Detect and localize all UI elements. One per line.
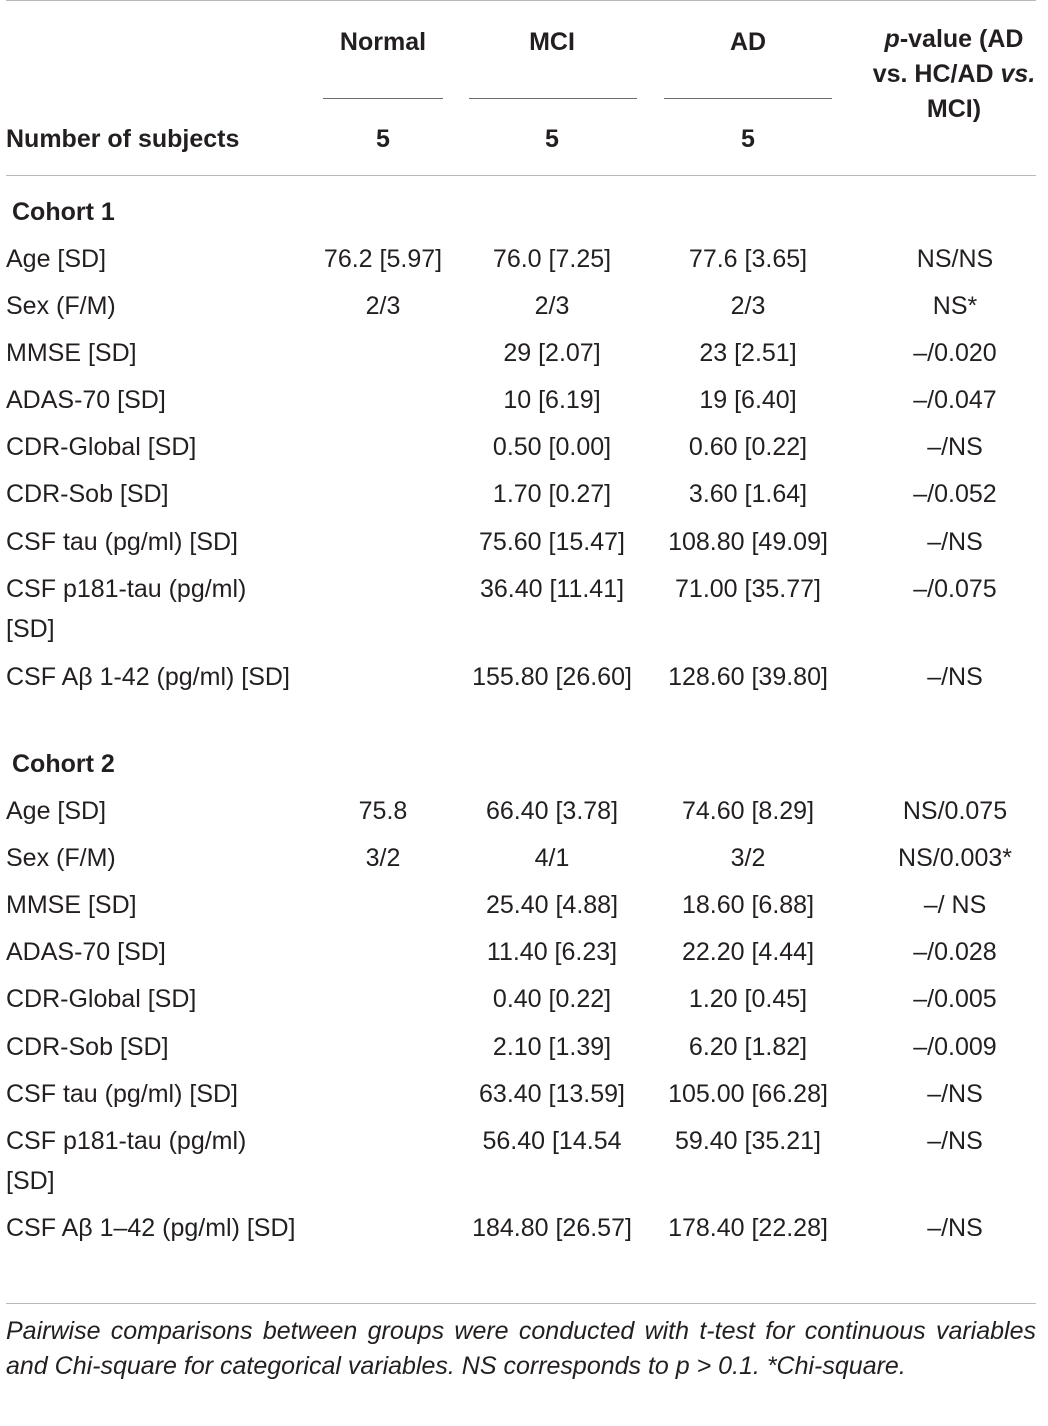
cell-ad: 178.40 [22.28]: [668, 1214, 828, 1242]
normal-underline: [323, 98, 443, 99]
row-label: Sex (F/M): [6, 292, 116, 320]
ad-underline: [664, 98, 832, 99]
cell-pvalue: –/NS: [927, 663, 983, 691]
cell-mci: 76.0 [7.25]: [492, 245, 612, 273]
cell-normal: 76.2 [5.97]: [323, 245, 443, 273]
cell-mci: 4/1: [534, 844, 570, 872]
row-label: CSF Aβ 1–42 (pg/ml) [SD]: [6, 1214, 296, 1242]
cell-pvalue: NS/0.075: [902, 797, 1008, 825]
cell-mci: 36.40 [11.41]: [479, 575, 625, 603]
cell-ad: 71.00 [35.77]: [675, 575, 821, 603]
row-label: CDR-Sob [SD]: [6, 1033, 169, 1061]
row-label: Age [SD]: [6, 797, 107, 825]
cell-mci: 2/3: [534, 292, 570, 320]
subjects-normal: 5: [376, 125, 390, 153]
table-top-rule: [6, 0, 1036, 1]
header-bottom-rule: [6, 175, 1036, 176]
subjects-ad: 5: [741, 125, 755, 153]
cell-ad: 23 [2.51]: [699, 339, 797, 367]
cell-pvalue: –/0.009: [913, 1033, 997, 1061]
cell-ad: 6.20 [1.82]: [688, 1033, 808, 1061]
cell-pvalue: –/NS: [927, 1127, 983, 1155]
header-pvalue-line2a: vs. HC/AD: [872, 60, 1001, 88]
header-normal: Normal: [339, 28, 427, 56]
cell-pvalue: –/0.047: [913, 386, 997, 414]
header-pvalue: [848, 22, 1048, 127]
cell-pvalue: –/0.005: [913, 985, 997, 1013]
cell-ad: 1.20 [0.45]: [688, 985, 808, 1013]
row-label: CSF Aβ 1-42 (pg/ml) [SD]: [6, 663, 290, 691]
row-label: Age [SD]: [6, 245, 107, 273]
subjects-mci: 5: [545, 125, 559, 153]
header-ad: AD: [729, 28, 767, 56]
cell-mci: 1.70 [0.27]: [492, 480, 612, 508]
cell-pvalue: –/NS: [927, 1080, 983, 1108]
cell-pvalue: NS*: [932, 292, 978, 320]
subjects-label: Number of subjects: [6, 125, 240, 153]
header-mci: MCI: [529, 28, 575, 56]
cell-pvalue: –/NS: [927, 1214, 983, 1242]
cell-mci: 75.60 [15.47]: [479, 528, 625, 556]
header-pvalue-p: p: [884, 25, 900, 53]
cell-pvalue: –/ NS: [923, 891, 987, 919]
cell-ad: 108.80 [49.09]: [668, 528, 828, 556]
cell-normal: 2/3: [365, 292, 401, 320]
header-pvalue-rest: -value (AD: [899, 25, 1024, 53]
header-pvalue-line2b: vs.: [1000, 60, 1036, 88]
cell-ad: 3.60 [1.64]: [688, 480, 808, 508]
cell-mci: 10 [6.19]: [503, 386, 601, 414]
row-label: CSF tau (pg/ml) [SD]: [6, 1080, 238, 1108]
cell-pvalue: –/0.028: [913, 938, 997, 966]
cell-normal: 3/2: [365, 844, 401, 872]
row-label: CDR-Sob [SD]: [6, 480, 169, 508]
cell-pvalue: –/NS: [927, 433, 983, 461]
table-bottom-rule: [6, 1303, 1036, 1304]
cell-pvalue: NS/NS: [916, 245, 994, 273]
cell-pvalue: –/0.052: [913, 480, 997, 508]
cell-mci: 25.40 [4.88]: [485, 891, 619, 919]
row-label: CDR-Global [SD]: [6, 985, 197, 1013]
row-label: CSF tau (pg/ml) [SD]: [6, 528, 238, 556]
header-pvalue-line3: MCI): [926, 95, 982, 123]
mci-underline: [469, 98, 637, 99]
row-label: MMSE [SD]: [6, 891, 137, 919]
cell-pvalue: –/0.075: [913, 575, 997, 603]
cell-ad: 0.60 [0.22]: [688, 433, 808, 461]
row-label: CDR-Global [SD]: [6, 433, 197, 461]
cell-mci: 0.50 [0.00]: [492, 433, 612, 461]
cell-mci: 63.40 [13.59]: [479, 1080, 625, 1108]
table-footnote: Pairwise comparisons between groups were conducted with t-test for continuous variables and Chi-square for categorical variables. NS corresponds to p > 0.1. *Chi-square.: [6, 1317, 1036, 1380]
cohort1-title: Cohort 1: [12, 198, 115, 226]
cell-mci: 56.40 [14.54: [482, 1127, 622, 1155]
cell-mci: 29 [2.07]: [503, 339, 601, 367]
cell-ad: 18.60 [6.88]: [681, 891, 815, 919]
cell-ad: 77.6 [3.65]: [688, 245, 808, 273]
cell-ad: 128.60 [39.80]: [668, 663, 828, 691]
cell-mci: 155.80 [26.60]: [472, 663, 632, 691]
cell-ad: 19 [6.40]: [699, 386, 797, 414]
cell-pvalue: –/0.020: [913, 339, 997, 367]
row-label: ADAS-70 [SD]: [6, 386, 166, 414]
row-label: CSF p181-tau (pg/ml) [SD]: [6, 575, 247, 643]
cell-mci: 2.10 [1.39]: [492, 1033, 612, 1061]
cell-mci: 0.40 [0.22]: [492, 985, 612, 1013]
cell-ad: 2/3: [730, 292, 766, 320]
row-label: CSF p181-tau (pg/ml) [SD]: [6, 1127, 247, 1195]
cell-mci: 11.40 [6.23]: [486, 938, 618, 966]
cohort2-title: Cohort 2: [12, 750, 115, 778]
row-label: Sex (F/M): [6, 844, 116, 872]
cell-mci: 66.40 [3.78]: [485, 797, 619, 825]
cell-ad: 105.00 [66.28]: [668, 1080, 828, 1108]
cell-ad: 3/2: [730, 844, 766, 872]
row-label: ADAS-70 [SD]: [6, 938, 166, 966]
cell-pvalue: NS/0.003*: [898, 844, 1012, 872]
cell-ad: 74.60 [8.29]: [681, 797, 815, 825]
cell-ad: 22.20 [4.44]: [681, 938, 815, 966]
cell-normal: 75.8: [358, 797, 408, 825]
cell-mci: 184.80 [26.57]: [472, 1214, 632, 1242]
cell-ad: 59.40 [35.21]: [675, 1127, 821, 1155]
cell-pvalue: –/NS: [927, 528, 983, 556]
row-label: MMSE [SD]: [6, 339, 137, 367]
